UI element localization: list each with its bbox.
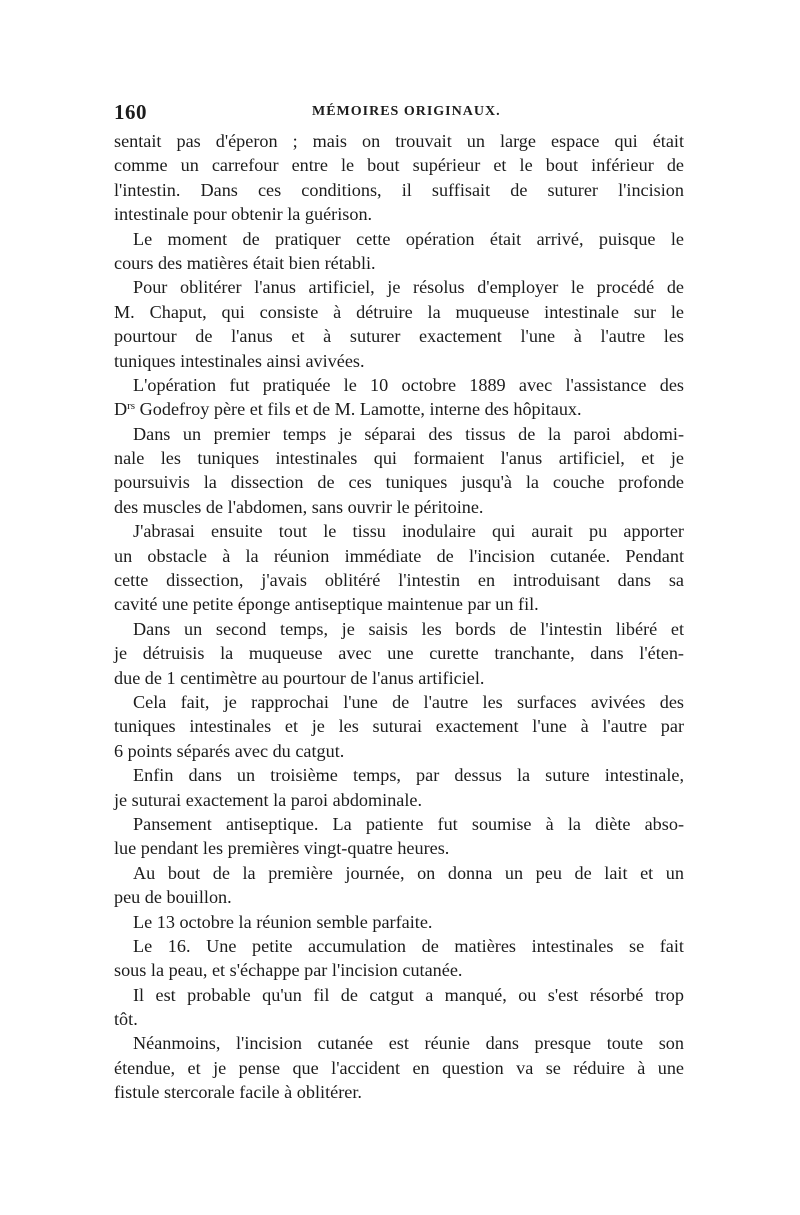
text-line: M. Chaput, qui consiste à détruire la muqueuse intestinale sur le [114,301,684,322]
text-line: peu de bouillon. [114,887,232,908]
text-line: des muscles de l'abdomen, sans ouvrir le péritoine. [114,496,484,517]
line-text: Godefroy père et fils et de M. Lamotte, interne des hôpitaux. [139,399,582,420]
page-header [114,100,684,128]
text-line: lue pendant les premières vingt-quatre heures. [114,838,450,859]
text-line: Enfin dans un troisième temps, par dessus la suture intestinale, [133,765,684,786]
text-line: l'intestin. Dans ces conditions, il suffisait de suturer l'incision [114,179,684,200]
text-line: tuniques intestinales et je les suturai exactement l'une à l'autre par [114,716,684,737]
paragraph [114,812,684,861]
paragraph [114,275,684,373]
paragraph [114,129,684,227]
paragraph [114,934,684,983]
text-line: sentait pas d'éperon ; mais on trouvait un large espace qui était [114,131,684,151]
paragraph [114,983,684,1032]
text-line: sous la peau, et s'échappe par l'incision cutanée. [114,960,463,981]
text-line: Il est probable qu'un fil de catgut a manqué, ou s'est résorbé trop [133,984,684,1005]
text-line: Le 16. Une petite accumulation de matières intestinales se fait [133,935,684,956]
paragraph [114,617,684,690]
text-line: cette dissection, j'avais oblitéré l'intestin en introduisant dans sa [114,570,684,591]
text-line: poursuivis la dissection de ces tuniques jusqu'à la couche profonde [114,472,684,493]
text-line: Cela fait, je rapprochai l'une de l'autre les surfaces avivées des [133,691,684,712]
text-line: Pour oblitérer l'anus artificiel, je résolus d'employer le procédé de [133,277,684,298]
text-line: je suturai exactement la paroi abdominale. [114,789,423,810]
paragraph [114,690,684,763]
text-line: cavité une petite éponge antiseptique maintenue par un fil. [114,594,539,615]
text-line: tuniques intestinales ainsi avivées. [114,350,365,371]
paragraph [114,1031,684,1104]
text-line: fistule stercorale facile à oblitérer. [114,1082,362,1103]
text-line: comme un carrefour entre le bout supérieur et le bout inférieur de [114,155,684,176]
page-number: 160 [114,100,147,124]
text-line: J'abrasai ensuite tout le tissu inodulaire qui aurait pu apporter [133,521,684,542]
text-line: due de 1 centimètre au pourtour de l'anus artificiel. [114,667,485,688]
text-line: 6 points séparés avec du catgut. [114,740,345,761]
text-line: Au bout de la première journée, on donna un peu de lait et un [133,862,684,883]
text-line: Le 13 octobre la réunion semble parfaite. [133,911,433,932]
paragraph [114,227,684,276]
text-line: Dans un second temps, je saisis les bords de l'intestin libéré et [133,618,684,639]
text-line: pourtour de l'anus et à suturer exactement l'une à l'autre les [114,326,684,347]
text-line: nale les tuniques intestinales qui formaient l'anus artificiel, et je [114,448,684,469]
text-line: Néanmoins, l'incision cutanée est réunie dans presque toute son [133,1033,684,1054]
paragraph [114,373,684,422]
text-line: je détruisis la muqueuse avec une curette tranchante, dans l'éten- [114,643,684,664]
paragraph [114,422,684,520]
page-body [114,129,684,1105]
text-line: cours des matières était bien rétabli. [114,252,376,273]
text-line: Pansement antiseptique. La patiente fut soumise à la diète abso- [133,813,684,834]
text-line: un obstacle à la réunion immédiate de l'incision cutanée. Pendant [114,545,684,566]
title-abbrev-sup: rs [127,400,136,413]
text-line: Dans un premier temps je séparai des tissus de la paroi abdomi- [133,423,684,444]
text-line: tôt. [114,1009,138,1030]
paragraph [114,861,684,910]
paragraph [114,763,684,812]
text-line: L'opération fut pratiquée le 10 octobre 1889 avec l'assistance des [133,374,684,395]
text-line: étendue, et je pense que l'accident en question va se réduire à une [114,1057,684,1078]
title-abbrev: D [114,399,128,420]
text-line: intestinale pour obtenir la guérison. [114,204,373,225]
text-line: Le moment de pratiquer cette opération était arrivé, puisque le [133,228,684,249]
text-line [114,397,684,421]
paragraph [114,910,684,934]
paragraph [114,519,684,617]
running-head: MÉMOIRES ORIGINAUX. [312,104,501,119]
